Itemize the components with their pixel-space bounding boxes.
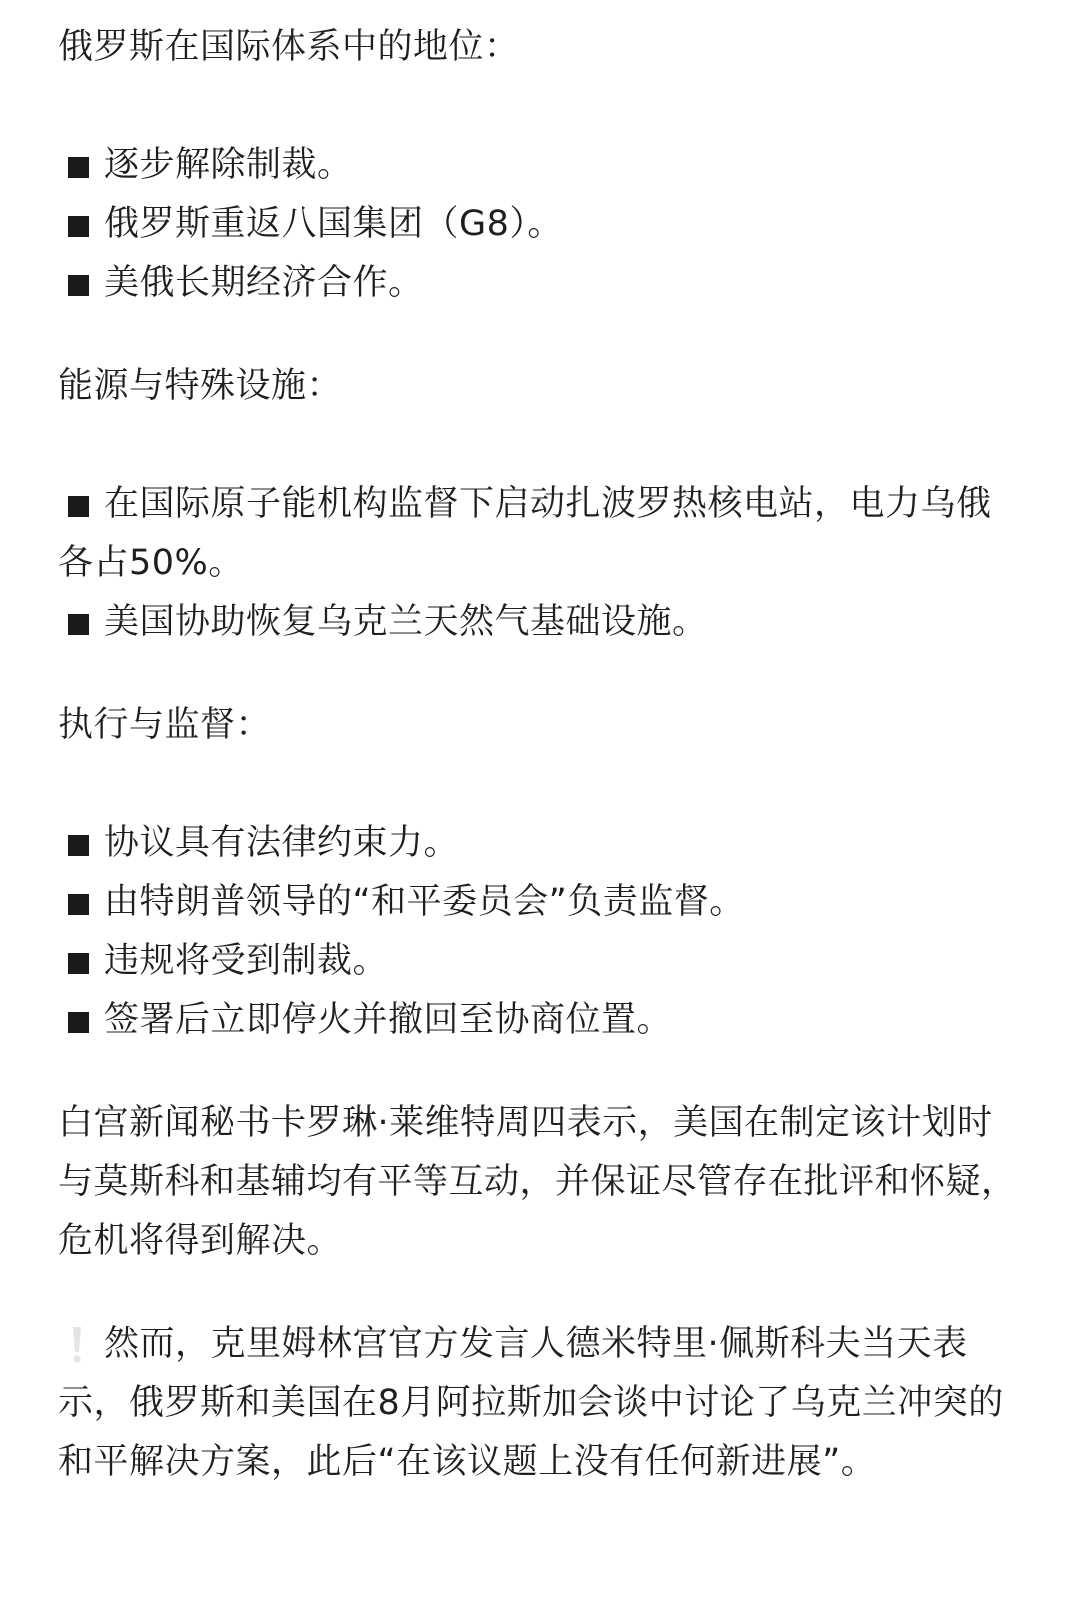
black-square-icon — [68, 614, 89, 635]
list-item — [58, 814, 1018, 873]
black-square-icon — [68, 835, 89, 856]
spacer — [58, 1050, 1018, 1094]
black-square-icon — [68, 1012, 89, 1033]
list-item-text: 违规将受到制裁。 — [104, 941, 389, 981]
list-item — [58, 136, 1018, 195]
black-square-icon — [68, 275, 89, 296]
paragraph-white-house: 白宫新闻秘书卡罗琳·莱维特周四表示，美国在制定该计划时与莫斯科和基辅均有平等互动，并保证尽管存在批评和怀疑，危机将得到解决。 — [58, 1103, 1017, 1261]
section-enforcement — [58, 696, 1018, 1050]
list-item — [58, 991, 1018, 1050]
black-square-icon — [68, 496, 89, 517]
list-item — [58, 195, 1018, 254]
list-item-text: 协议具有法律约束力。 — [104, 823, 460, 863]
spacer — [58, 755, 1018, 814]
list-item — [58, 475, 1018, 593]
paragraph-kremlin-text: 然而，克里姆林宫官方发言人德米特里·佩斯科夫当天表示，俄罗斯和美国在8月阿拉斯加会谈中讨论了乌克兰冲突的和平解决方案，此后“在该议题上没有任何新进展”。 — [58, 1324, 1004, 1482]
black-square-icon — [68, 894, 89, 915]
section-energy-facilities — [58, 357, 1018, 652]
spacer — [58, 652, 1018, 696]
list-item-text: 俄罗斯重返八国集团（G8）。 — [104, 204, 563, 244]
section-heading: 能源与特殊设施： — [58, 366, 343, 406]
list-item — [58, 873, 1018, 932]
list-item-text: 美国协助恢复乌克兰天然气基础设施。 — [104, 602, 708, 642]
section-heading: 执行与监督： — [58, 705, 272, 745]
paragraph-kremlin — [58, 1315, 1018, 1492]
list-item-text: 签署后立即停火并撤回至协商位置。 — [104, 1000, 673, 1040]
black-square-icon — [68, 216, 89, 237]
spacer — [58, 416, 1018, 475]
list-item — [58, 932, 1018, 991]
spacer — [58, 313, 1018, 357]
document-content — [58, 18, 1018, 1492]
list-item-text: 在国际原子能机构监督下启动扎波罗热核电站，电力乌俄各占50%。 — [58, 484, 992, 583]
list-item — [58, 593, 1018, 652]
black-square-icon — [68, 157, 89, 178]
spacer — [58, 77, 1018, 136]
list-item-text: 逐步解除制裁。 — [104, 145, 353, 185]
black-square-icon — [68, 953, 89, 974]
section-heading: 俄罗斯在国际体系中的地位： — [58, 27, 520, 67]
exclamation-icon — [70, 1325, 84, 1365]
section-international-status — [58, 18, 1018, 313]
spacer — [58, 1271, 1018, 1315]
list-item — [58, 254, 1018, 313]
list-item-text: 美俄长期经济合作。 — [104, 263, 424, 303]
list-item-text: 由特朗普领导的“和平委员会”负责监督。 — [104, 882, 745, 922]
